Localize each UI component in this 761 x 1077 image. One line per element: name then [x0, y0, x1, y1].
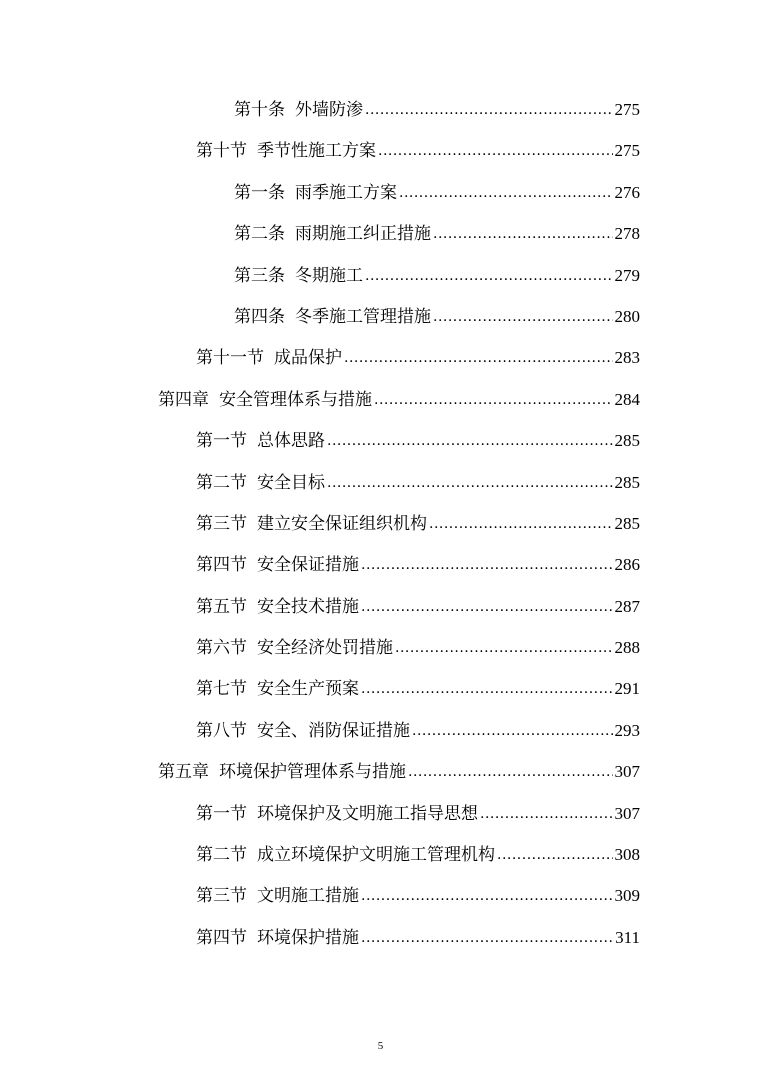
toc-entry[interactable]: [0, 462, 640, 503]
toc-dot-leader: [412, 711, 613, 752]
toc-entry-page: 307: [614, 803, 640, 823]
toc-entry-number: 第三节: [196, 886, 247, 907]
toc-entry[interactable]: [0, 89, 640, 130]
toc-dot-leader: [399, 173, 613, 214]
toc-entry-title: 环境保护管理体系与措施: [219, 762, 406, 783]
toc-entry-number: 第八节: [196, 720, 247, 741]
table-of-contents: [0, 89, 761, 958]
toc-entry-page: 311: [615, 927, 640, 947]
toc-entry-number: 第一节: [196, 803, 247, 824]
toc-entry[interactable]: [0, 130, 640, 171]
toc-entry-page: 293: [614, 720, 640, 740]
toc-entry-title: 环境保护措施: [257, 927, 359, 948]
toc-entry-number: 第十一节: [196, 348, 264, 369]
toc-entry-number: 第一节: [196, 431, 247, 452]
toc-dot-leader: [365, 90, 613, 131]
toc-entry[interactable]: [0, 586, 640, 627]
toc-entry-page: 279: [614, 265, 640, 285]
toc-dot-leader: [433, 214, 613, 255]
toc-entry[interactable]: [0, 544, 640, 585]
toc-entry-page: 276: [614, 182, 640, 202]
toc-entry-title: 安全经济处罚措施: [257, 638, 393, 659]
toc-entry-title: 安全技术措施: [257, 596, 359, 617]
toc-entry-number: 第六节: [196, 638, 247, 659]
toc-entry-page: 283: [614, 348, 640, 368]
toc-entry-number: 第四条: [234, 306, 285, 327]
toc-entry[interactable]: [0, 379, 640, 420]
toc-entry-page: 308: [614, 845, 640, 865]
toc-dot-leader: [361, 669, 613, 710]
toc-entry-page: 307: [614, 762, 640, 782]
toc-entry-title: 安全管理体系与措施: [219, 389, 372, 410]
toc-entry[interactable]: [0, 834, 640, 875]
toc-dot-leader: [344, 338, 613, 379]
toc-entry-page: 284: [614, 389, 640, 409]
toc-entry-number: 第四章: [158, 389, 209, 410]
toc-entry-title: 成品保护: [274, 348, 342, 369]
toc-entry-page: 288: [614, 638, 640, 658]
toc-entry-title: 总体思路: [257, 431, 325, 452]
toc-entry-number: 第四节: [196, 927, 247, 948]
toc-entry-number: 第二节: [196, 472, 247, 493]
toc-dot-leader: [327, 421, 613, 462]
toc-entry-title: 成立环境保护文明施工管理机构: [257, 845, 495, 866]
toc-entry-number: 第五节: [196, 596, 247, 617]
toc-entry-title: 安全保证措施: [257, 555, 359, 576]
toc-entry-title: 外墙防渗: [295, 100, 363, 120]
toc-entry-number: 第四节: [196, 555, 247, 576]
toc-entry-page: 309: [614, 886, 640, 906]
toc-dot-leader: [374, 380, 613, 421]
toc-entry[interactable]: [0, 337, 640, 378]
toc-dot-leader: [361, 545, 613, 586]
toc-entry-page: 278: [614, 224, 640, 244]
toc-entry-number: 第二条: [234, 224, 285, 245]
toc-entry[interactable]: [0, 503, 640, 544]
toc-entry-page: 275: [614, 141, 640, 161]
toc-dot-leader: [395, 628, 613, 669]
toc-dot-leader: [378, 131, 613, 172]
toc-entry-number: 第七节: [196, 679, 247, 700]
toc-entry[interactable]: [0, 172, 640, 213]
toc-entry-title: 环境保护及文明施工指导思想: [257, 803, 478, 824]
toc-dot-leader: [365, 256, 613, 297]
toc-entry[interactable]: [0, 296, 640, 337]
toc-entry[interactable]: [0, 627, 640, 668]
toc-dot-leader: [361, 587, 613, 628]
toc-entry-title: 冬期施工: [295, 265, 363, 286]
toc-dot-leader: [361, 918, 613, 959]
toc-entry-page: 285: [614, 472, 640, 492]
toc-entry-number: 第十条: [234, 100, 285, 120]
toc-dot-leader: [497, 835, 613, 876]
toc-entry-number: 第三条: [234, 265, 285, 286]
toc-dot-leader: [361, 876, 613, 917]
toc-entry[interactable]: [0, 751, 640, 792]
toc-entry-title: 冬季施工管理措施: [295, 306, 431, 327]
toc-entry-number: 第十节: [196, 141, 247, 162]
toc-entry-title: 季节性施工方案: [257, 141, 376, 162]
toc-entry[interactable]: [0, 255, 640, 296]
toc-entry-page: 280: [614, 306, 640, 326]
toc-entry-page: 275: [614, 100, 640, 119]
toc-entry-title: 雨季施工方案: [295, 182, 397, 203]
toc-dot-leader: [480, 794, 613, 835]
toc-entry-number: 第一条: [234, 182, 285, 203]
toc-entry-number: 第二节: [196, 845, 247, 866]
toc-entry-title: 雨期施工纠正措施: [295, 224, 431, 245]
toc-dot-leader: [433, 297, 613, 338]
toc-entry-title: 文明施工措施: [257, 886, 359, 907]
toc-entry-page: 286: [614, 555, 640, 575]
toc-entry[interactable]: [0, 710, 640, 751]
toc-dot-leader: [408, 752, 613, 793]
toc-entry[interactable]: [0, 213, 640, 254]
toc-entry-page: 291: [614, 679, 640, 699]
toc-entry[interactable]: [0, 420, 640, 461]
toc-entry[interactable]: [0, 875, 640, 916]
toc-entry-number: 第五章: [158, 762, 209, 783]
toc-entry-title: 建立安全保证组织机构: [257, 513, 427, 534]
toc-entry-number: 第三节: [196, 513, 247, 534]
page-number: 5: [377, 1040, 384, 1052]
toc-dot-leader: [327, 463, 613, 504]
toc-entry-title: 安全目标: [257, 472, 325, 493]
toc-entry-page: 285: [614, 431, 640, 451]
toc-entry-title: 安全生产预案: [257, 679, 359, 700]
toc-entry[interactable]: [0, 668, 640, 709]
toc-entry[interactable]: [0, 793, 640, 834]
toc-entry[interactable]: [0, 917, 640, 958]
toc-entry-page: 287: [614, 596, 640, 616]
toc-entry-page: 285: [614, 513, 640, 533]
toc-dot-leader: [429, 504, 613, 545]
toc-entry-title: 安全、消防保证措施: [257, 720, 410, 741]
